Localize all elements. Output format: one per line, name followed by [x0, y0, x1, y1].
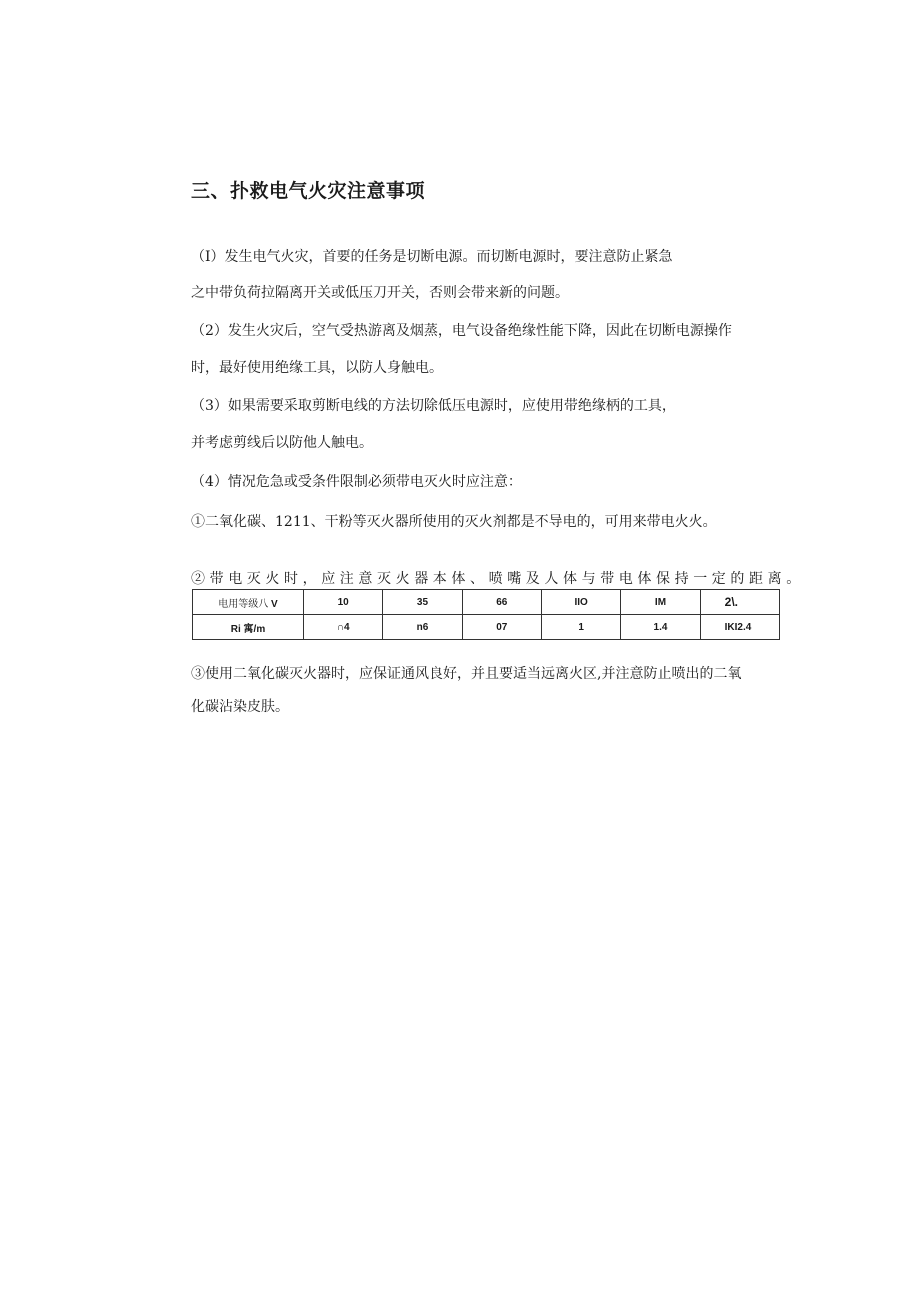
paragraph-line: ③使用二氧化碳灭火器时，应保证通风良好，并且要适当远离火区,并注意防止喷出的二氧: [191, 666, 742, 682]
table-row: [193, 615, 780, 640]
paragraph-line: 时，最好使用绝缘工具，以防人身触电。: [191, 360, 443, 376]
table-cell: IIO: [541, 590, 620, 615]
table-cell: IKI2.4: [700, 615, 779, 640]
paragraph-line: ②带电灭火时，应注意灭火器本体、喷嘴及人体与带电体保持一定的距离。: [191, 571, 805, 587]
safety-distance-table: [192, 589, 780, 640]
table-cell: 1.4: [621, 615, 700, 640]
table-cell: 66: [462, 590, 541, 615]
table-cell-text: 2\.: [724, 595, 738, 609]
table-cell: ∩4: [304, 615, 383, 640]
table-cell: [700, 590, 779, 615]
voltage-label: 电用等级八: [218, 598, 269, 610]
paragraph-line: 之中带负荷拉隔离开关或低压刀开关，否则会带来新的问题。: [191, 285, 569, 301]
table-header-cell: [193, 615, 304, 640]
paragraph-line: （2）发生火灾后，空气受热游离及烟蒸，电气设备绝缘性能下降，因此在切断电源操作: [191, 323, 732, 339]
paragraph-line: （I）发生电气火灾，首要的任务是切断电源。而切断电源时，要注意防止紧急: [191, 249, 673, 265]
table-header-cell: [193, 590, 304, 615]
table-cell: 1: [541, 615, 620, 640]
paragraph-line: ①二氧化碳、1211、干粉等灭火器所使用的灭火剂都是不导电的，可用来带电火火。: [191, 514, 717, 530]
paragraph-line: （4）情况危急或受条件限制必须带电灭火时应注意：: [191, 474, 522, 490]
table-row: [193, 590, 780, 615]
distance-label: Ri 寓/m: [230, 623, 266, 635]
table-cell: 35: [383, 590, 462, 615]
voltage-unit: V: [271, 598, 278, 610]
paragraph-line: 化碳沾染皮肤。: [191, 699, 289, 715]
table-cell: 10: [304, 590, 383, 615]
table-cell: 07: [462, 615, 541, 640]
table-cell: IM: [621, 590, 700, 615]
paragraph-line: （3）如果需要采取剪断电线的方法切除低压电源时，应使用带绝缘柄的工具，: [191, 398, 676, 414]
paragraph-line: 并考虑剪线后以防他人触电。: [191, 435, 373, 451]
table-cell: n6: [383, 615, 462, 640]
section-heading: 三、扑救电气火灾注意事项: [191, 180, 426, 202]
